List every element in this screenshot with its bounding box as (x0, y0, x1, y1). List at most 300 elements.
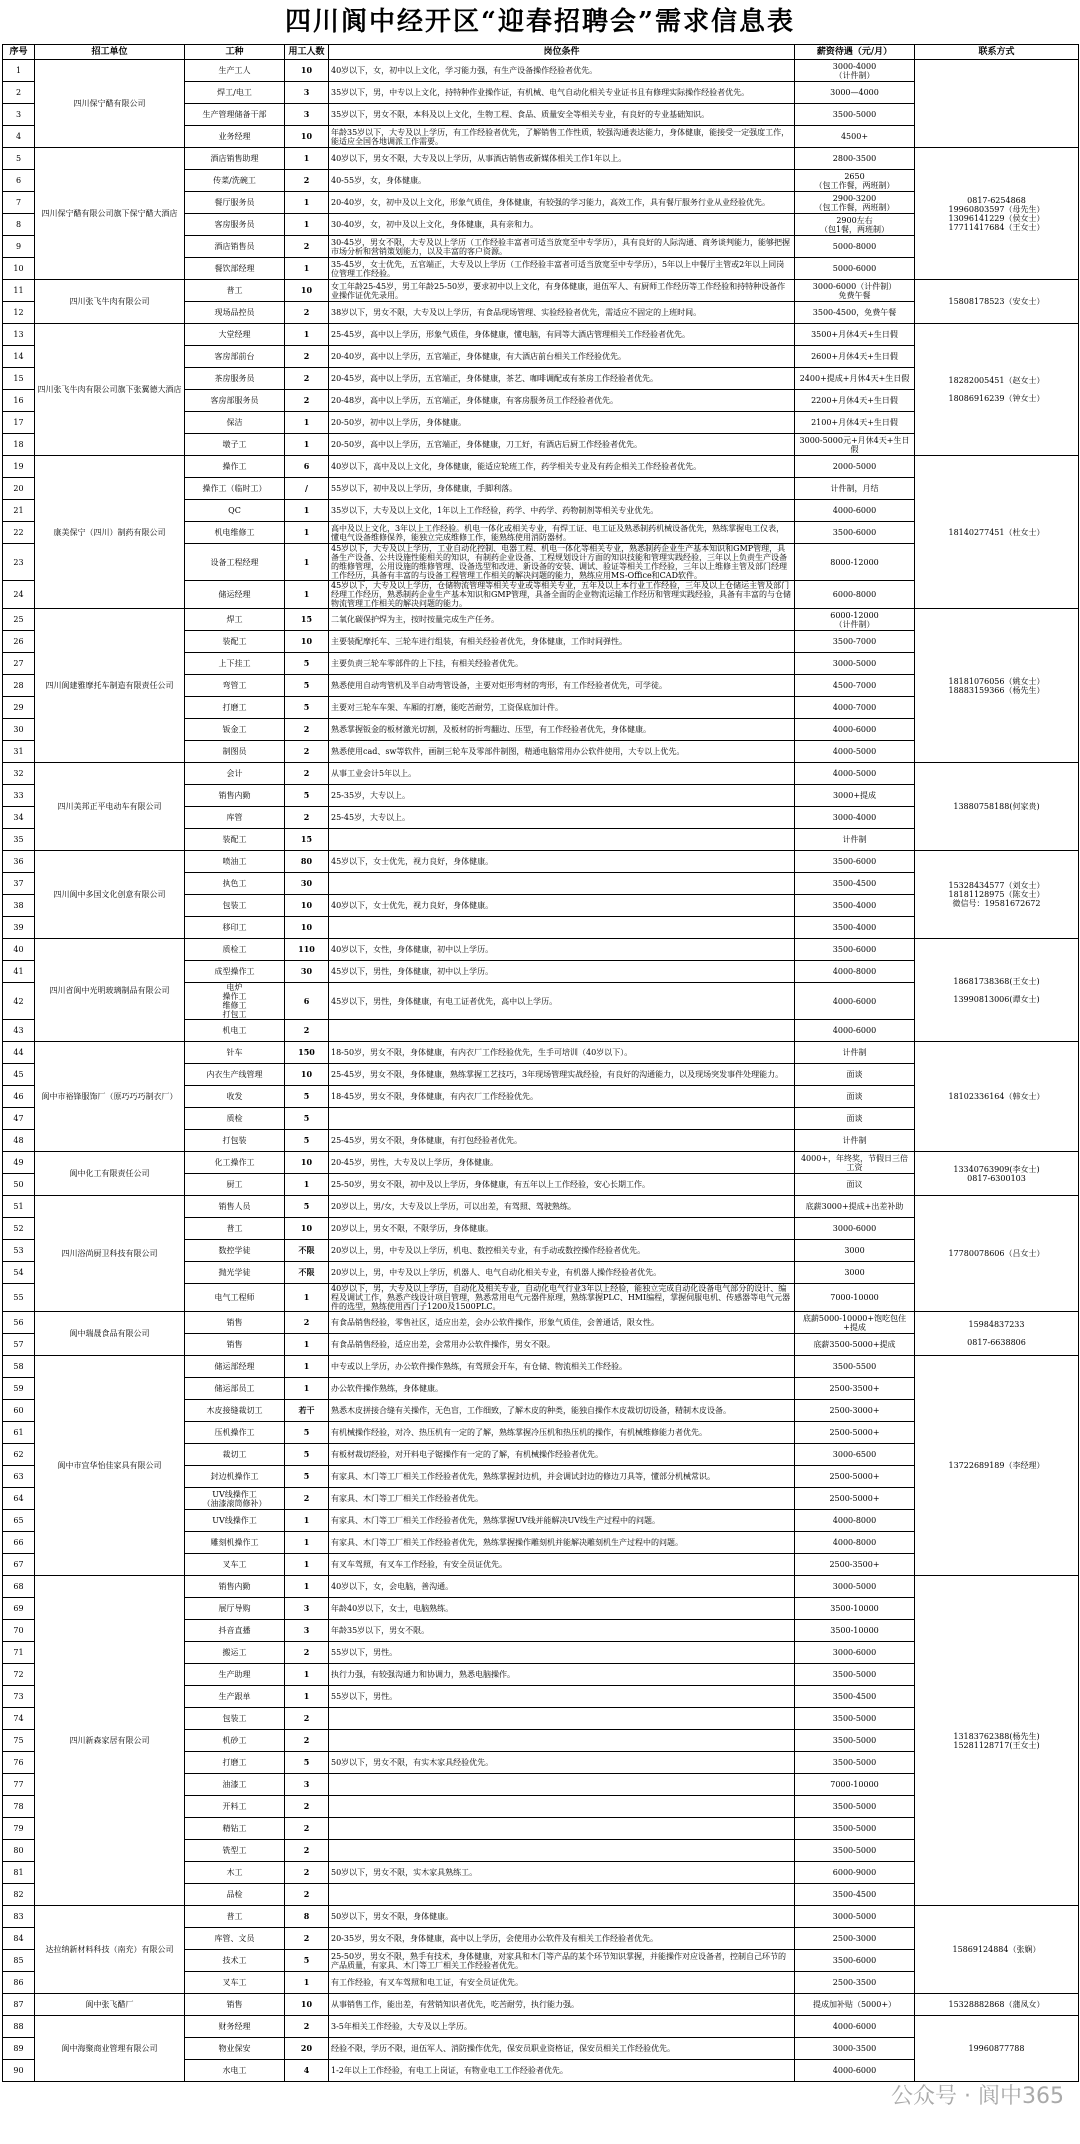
salary-cell: 3500-5000 (795, 1730, 915, 1752)
job-title-cell: 酒店销售员 (185, 236, 285, 258)
requirements-cell (329, 1774, 795, 1796)
row-number-cell: 51 (3, 1196, 35, 1218)
row-number-cell: 47 (3, 1108, 35, 1130)
row-number-cell: 66 (3, 1532, 35, 1554)
headcount-cell: 2 (285, 1708, 329, 1730)
row-number-cell: 25 (3, 609, 35, 631)
headcount-cell: 3 (285, 1620, 329, 1642)
company-name-cell: 四川阆中多国文化创意有限公司 (35, 851, 185, 939)
requirements-cell: 20-40岁，高中以上学历，五官端正，身体健康，有大酒店前台相关工作经验优先。 (329, 346, 795, 368)
contact-cell: 13183762388(杨先生) 15281128717(王女士) (915, 1576, 1079, 1906)
salary-cell: 2400+提成+月休4天+生日假 (795, 368, 915, 390)
requirements-cell: 20-48岁，高中以上学历，五官端正，身体健康，有客房服务员工作经验者优先。 (329, 390, 795, 412)
row-number-cell: 32 (3, 763, 35, 785)
requirements-cell: 25-45岁，男女不限，身体健康，熟练掌握工艺技巧，3年现场管理实战经验，有良好的沟通能力，以及现场突发事件处理能力。 (329, 1064, 795, 1086)
requirements-cell: 20岁以上，男/女，大专及以上学历，可以出差，有驾照、驾驶熟练。 (329, 1196, 795, 1218)
requirements-cell: 20-50岁，高中以上学历，五官端正，身体健康，刀工好，有酒店后厨工作经验者优先。 (329, 434, 795, 456)
job-title-cell: 焊工 (185, 609, 285, 631)
salary-cell: 面谈 (795, 1108, 915, 1130)
company-name-cell: 四川张飞牛肉有限公司旗下张翼德大酒店 (35, 324, 185, 456)
requirements-cell: 25-50岁，男女不限，熟手有技术，身体健康，对家具和木门等产品的某个环节知识掌握，并能操作对应设备者，控制自己环节的产品质量，有家具、木门等工厂相关工作经验者优先。 (329, 1950, 795, 1972)
table-row (3, 609, 1079, 631)
requirements-cell (329, 1796, 795, 1818)
contact-cell: 13340763909(李女士) 0817-6300103 (915, 1152, 1079, 1196)
headcount-cell: 2 (285, 1730, 329, 1752)
headcount-cell: 2 (285, 390, 329, 412)
salary-cell: 4000-7000 (795, 697, 915, 719)
job-title-cell: 销售内勤 (185, 785, 285, 807)
requirements-cell: 有家具、木门等工厂相关工作经验者优先，熟练掌握操作雕刻机并能解决雕刻机生产过程中的问题。 (329, 1532, 795, 1554)
salary-cell: 2500-3000+ (795, 1400, 915, 1422)
requirements-cell: 35岁以下，男，中专以上文化，持特种作业操作证，有机械、电气自动化相关专业证书且有修理实际操作经验者优先。 (329, 82, 795, 104)
salary-cell: 2900左右 （包1餐，两班制） (795, 214, 915, 236)
table-row (3, 1906, 1079, 1928)
contact-cell: 15984837233 0817-6638806 (915, 1312, 1079, 1356)
table-row (3, 1994, 1079, 2016)
requirements-cell: 40岁以下，女士优先，视力良好，身体健康。 (329, 895, 795, 917)
job-title-cell: 移印工 (185, 917, 285, 939)
company-name-cell: 四川阆建雅摩托车制造有限责任公司 (35, 609, 185, 763)
headcount-cell: 5 (285, 1108, 329, 1130)
job-title-cell: 质检工 (185, 939, 285, 961)
row-number-cell: 17 (3, 412, 35, 434)
row-number-cell: 82 (3, 1884, 35, 1906)
requirements-cell: 20-45岁，高中以上学历，五官端正，身体健康，茶艺、咖啡调配或有茶房工作经验者优先。 (329, 368, 795, 390)
headcount-cell: 1 (285, 214, 329, 236)
requirements-cell (329, 1020, 795, 1042)
row-number-cell: 35 (3, 829, 35, 851)
row-number-cell: 63 (3, 1466, 35, 1488)
salary-cell: 2600+月休4天+生日假 (795, 346, 915, 368)
row-number-cell: 37 (3, 873, 35, 895)
headcount-cell: 2 (285, 741, 329, 763)
row-number-cell: 67 (3, 1554, 35, 1576)
job-title-cell: 收发 (185, 1086, 285, 1108)
salary-cell: 7000-10000 (795, 1284, 915, 1312)
job-title-cell: 保洁 (185, 412, 285, 434)
salary-cell: 2500-3500+ (795, 1378, 915, 1400)
salary-cell: 3500-5000 (795, 1818, 915, 1840)
contact-cell: 15328434577（刘女士） 18181128975（陈女士） 微信号：19581672672 (915, 851, 1079, 939)
salary-cell: 3500-5000 (795, 104, 915, 126)
job-title-cell: 喷油工 (185, 851, 285, 873)
job-title-cell: 客房部服务员 (185, 390, 285, 412)
job-title-cell: 质检 (185, 1108, 285, 1130)
requirements-cell: 二氧化碳保护焊为主，按时按量完成生产任务。 (329, 609, 795, 631)
row-number-cell: 44 (3, 1042, 35, 1064)
job-title-cell: 水电工 (185, 2060, 285, 2082)
row-number-cell: 53 (3, 1240, 35, 1262)
salary-cell: 7000-10000 (795, 1774, 915, 1796)
headcount-cell: 15 (285, 829, 329, 851)
requirements-cell: 55岁以下，男性。 (329, 1642, 795, 1664)
row-number-cell: 61 (3, 1422, 35, 1444)
requirements-cell: 30-40岁，女，初中及以上文化，身体健康，具有亲和力。 (329, 214, 795, 236)
salary-cell: 3500-5500 (795, 1356, 915, 1378)
requirements-cell: 年龄35岁以下，男女不限。 (329, 1620, 795, 1642)
headcount-cell: 10 (285, 895, 329, 917)
row-number-cell: 34 (3, 807, 35, 829)
requirements-cell: 主要负责三轮车零部件的上下挂，有相关经验者优先。 (329, 653, 795, 675)
headcount-cell: 30 (285, 961, 329, 983)
job-title-cell: 搬运工 (185, 1642, 285, 1664)
table-row (3, 1312, 1079, 1334)
headcount-cell: 2 (285, 1312, 329, 1334)
row-number-cell: 85 (3, 1950, 35, 1972)
salary-cell: 2100+月休4天+生日假 (795, 412, 915, 434)
job-title-cell: 厨工 (185, 1174, 285, 1196)
headcount-cell: 若干 (285, 1400, 329, 1422)
headcount-cell: 1 (285, 1284, 329, 1312)
headcount-cell: 10 (285, 1218, 329, 1240)
requirements-cell: 45岁以下，男性，身体健康，有电工证者优先，高中以上学历。 (329, 983, 795, 1020)
salary-cell: 3500-6000 (795, 851, 915, 873)
requirements-cell (329, 829, 795, 851)
salary-cell: 4000-6000 (795, 1020, 915, 1042)
headcount-cell: 5 (285, 675, 329, 697)
job-title-cell: 技术工 (185, 1950, 285, 1972)
row-number-cell: 11 (3, 280, 35, 302)
headcount-cell: 2 (285, 2016, 329, 2038)
requirements-cell: 20岁以上，男，中专及以上学历，机电、数控相关专业，有手动或数控操作经验者优先。 (329, 1240, 795, 1262)
row-number-cell: 81 (3, 1862, 35, 1884)
salary-cell: 3500-4500 (795, 873, 915, 895)
headcount-cell: 5 (285, 1196, 329, 1218)
job-title-cell: 抛光学徒 (185, 1262, 285, 1284)
job-title-cell: 电炉 操作工 维修工 打包工 (185, 983, 285, 1020)
job-title-cell: 品检 (185, 1884, 285, 1906)
requirements-cell: 40岁以下，女性，身体健康，初中以上学历。 (329, 939, 795, 961)
row-number-cell: 16 (3, 390, 35, 412)
requirements-cell: 年龄35岁以下，大专及以上学历，有工作经验者优先，了解销售工作性质，较强沟通表达能力，身体健康，能接受一定强度工作，能适应全国各地调派工作需要。 (329, 126, 795, 148)
requirements-cell: 熟悉掌握钣金的板材激光切割，及板材的折弯翻边、压型，有工作经验者优先，身体健康。 (329, 719, 795, 741)
headcount-cell: 80 (285, 851, 329, 873)
job-title-cell: 展厅导购 (185, 1598, 285, 1620)
requirements-cell: 主要对三轮车车架、车厢的打磨，能吃苦耐劳，工资保底加计件。 (329, 697, 795, 719)
headcount-cell: 2 (285, 1488, 329, 1510)
job-title-cell: 包装工 (185, 1708, 285, 1730)
job-title-cell: 制图员 (185, 741, 285, 763)
salary-cell: 4000-5000 (795, 763, 915, 785)
requirements-cell: 20-35岁，男女不限，身体健康，高中以上学历，会使用办公软件及有相关工作经验者优先。 (329, 1928, 795, 1950)
page-title: 四川阆中经开区“迎春招聘会”需求信息表 (285, 7, 795, 37)
job-title-cell: 餐厅服务员 (185, 192, 285, 214)
job-title-cell: 木皮接缝裁切工 (185, 1400, 285, 1422)
salary-cell: 3500+月休4天+生日假 (795, 324, 915, 346)
row-number-cell: 29 (3, 697, 35, 719)
salary-cell: 4000+，年终奖，节假日三倍工资 (795, 1152, 915, 1174)
headcount-cell: 1 (285, 1378, 329, 1400)
headcount-cell: 5 (285, 1752, 329, 1774)
row-number-cell: 31 (3, 741, 35, 763)
row-number-cell: 18 (3, 434, 35, 456)
requirements-cell (329, 1818, 795, 1840)
job-title-cell: 装配工 (185, 631, 285, 653)
headcount-cell: 1 (285, 1576, 329, 1598)
table-row (3, 851, 1079, 873)
salary-cell: 6000-9000 (795, 1862, 915, 1884)
salary-cell: 3500-5000 (795, 1664, 915, 1686)
row-number-cell: 26 (3, 631, 35, 653)
requirements-cell: 40岁以下，女，会电脑，善沟通。 (329, 1576, 795, 1598)
requirements-cell: 50岁以下，男女不限，身体健康。 (329, 1906, 795, 1928)
job-title-cell: 生产管理储备干部 (185, 104, 285, 126)
job-title-cell: 酒店销售助理 (185, 148, 285, 170)
headcount-cell: 1 (285, 1334, 329, 1356)
headcount-cell: 1 (285, 148, 329, 170)
salary-cell: 3000-5000 (795, 653, 915, 675)
row-number-cell: 58 (3, 1356, 35, 1378)
salary-cell: 2500-5000+ (795, 1422, 915, 1444)
headcount-cell: 20 (285, 2038, 329, 2060)
headcount-cell: 1 (285, 1972, 329, 1994)
requirements-cell: 熟悉使用cad、sw等软件，画制三轮车及零部件制图，精通电脑常用办公软件使用，大专以上优先。 (329, 741, 795, 763)
requirements-cell: 高中及以上文化，3年以上工作经验。机电一体化或相关专业，有焊工证、电工证及熟悉制药机械设备优先，熟练掌握电工仪表，懂电气设备维修保养，能独立完成维修工作，能熟练使用消防器材。 (329, 522, 795, 544)
headcount-cell: 1 (285, 258, 329, 280)
row-number-cell: 71 (3, 1642, 35, 1664)
job-title-cell: 库管、文员 (185, 1928, 285, 1950)
requirements-cell: 3-5年相关工作经验，大专及以上学历。 (329, 2016, 795, 2038)
headcount-cell: 4 (285, 2060, 329, 2082)
headcount-cell: 10 (285, 60, 329, 82)
salary-cell: 底薪3000+提成+出差补助 (795, 1196, 915, 1218)
row-number-cell: 76 (3, 1752, 35, 1774)
requirements-cell: 经验不限，学历不限，退伍军人、消防操作优先，保安员职业资格证，保安员相关工作经验优先。 (329, 2038, 795, 2060)
job-title-cell: 焊工/电工 (185, 82, 285, 104)
job-title-cell: 餐饮部经理 (185, 258, 285, 280)
headcount-cell: 1 (285, 1664, 329, 1686)
row-number-cell: 60 (3, 1400, 35, 1422)
job-title-cell: 木工 (185, 1862, 285, 1884)
row-number-cell: 78 (3, 1796, 35, 1818)
job-title-cell: 业务经理 (185, 126, 285, 148)
salary-cell: 4000-8000 (795, 1510, 915, 1532)
job-title-cell: 销售 (185, 1994, 285, 2016)
job-title-cell: 精钻工 (185, 1818, 285, 1840)
company-name-cell: 阆中海聚商业管理有限公司 (35, 2016, 185, 2082)
row-number-cell: 5 (3, 148, 35, 170)
job-title-cell: 雕刻机操作工 (185, 1532, 285, 1554)
job-title-cell: 库管 (185, 807, 285, 829)
requirements-cell (329, 1108, 795, 1130)
job-title-cell: 会计 (185, 763, 285, 785)
salary-cell: 4500+ (795, 126, 915, 148)
salary-cell: 计件制，月结 (795, 478, 915, 500)
salary-cell: 3000 (795, 1262, 915, 1284)
requirements-cell: 执行力强，有较强沟通力和协调力，熟悉电脑操作。 (329, 1664, 795, 1686)
headcount-cell: 2 (285, 719, 329, 741)
company-name-cell: 康美保宁（四川）制药有限公司 (35, 456, 185, 609)
salary-cell: 3500-5000 (795, 1840, 915, 1862)
company-name-cell: 四川保宁醋有限公司旗下保宁醋大酒店 (35, 148, 185, 280)
headcount-cell: 2 (285, 1642, 329, 1664)
job-title-cell: 打磨工 (185, 697, 285, 719)
requirements-cell: 40岁以下，男女不限，大专及以上学历，从事酒店销售或新媒体相关工作1年以上。 (329, 148, 795, 170)
requirements-cell: 50岁以下，男女不限，有实木家具经验优先。 (329, 1752, 795, 1774)
salary-cell: 6000-8000 (795, 581, 915, 609)
salary-cell: 3500-5000 (795, 1796, 915, 1818)
salary-cell: 4000-5000 (795, 741, 915, 763)
requirements-cell: 年龄40岁以下，女士，电脑熟练。 (329, 1598, 795, 1620)
job-title-cell: 生产助理 (185, 1664, 285, 1686)
contact-cell: 13722689189（李经理） (915, 1356, 1079, 1576)
salary-cell: 3500-5000 (795, 1708, 915, 1730)
job-title-cell: 抖音直播 (185, 1620, 285, 1642)
row-number-cell: 24 (3, 581, 35, 609)
job-title-cell: 数控学徒 (185, 1240, 285, 1262)
requirements-cell (329, 1884, 795, 1906)
job-title-cell: 生产工人 (185, 60, 285, 82)
headcount-cell: 5 (285, 1086, 329, 1108)
row-number-cell: 23 (3, 544, 35, 581)
headcount-cell: 3 (285, 1774, 329, 1796)
contact-cell: 15869124884（张娴） (915, 1906, 1079, 1994)
requirements-cell: 40岁以下，高中及以上文化，身体健康，能适应轮班工作，药学相关专业及有药企相关工作经验者优先。 (329, 456, 795, 478)
salary-cell: 3000-6000（计件制） 免费午餐 (795, 280, 915, 302)
requirements-cell: 35岁以下，男女不限，本科及以上文化，生物工程、食品、质量安全等相关专业，有良好的专业基础知识。 (329, 104, 795, 126)
headcount-cell: 6 (285, 456, 329, 478)
row-number-cell: 33 (3, 785, 35, 807)
row-number-cell: 19 (3, 456, 35, 478)
headcount-cell: 5 (285, 653, 329, 675)
requirements-cell: 25-45岁，男女不限，身体健康，有打包经验者优先。 (329, 1130, 795, 1152)
job-title-cell: 机电维修工 (185, 522, 285, 544)
job-title-cell: 传菜/洗碗工 (185, 170, 285, 192)
job-title-cell: 设备工程经理 (185, 544, 285, 581)
table-row (3, 939, 1079, 961)
headcount-cell: 2 (285, 302, 329, 324)
job-title-cell: 钣金工 (185, 719, 285, 741)
job-title-cell: 生产跟单 (185, 1686, 285, 1708)
requirements-cell: 55岁以下，初中及以上学历，身体健康，手脚利落。 (329, 478, 795, 500)
requirements-cell: 有家具、木门等工厂相关工作经验者优先，熟练掌握封边机，并会调试封边的修边刀具等，懂部分机械常识。 (329, 1466, 795, 1488)
salary-cell: 3500-4000 (795, 917, 915, 939)
salary-cell: 计件制 (795, 1130, 915, 1152)
requirements-cell: 熟悉使用自动弯管机及半自动弯管设备，主要对炬形弯材的弯形，有工作经验者优先，可学徒。 (329, 675, 795, 697)
job-title-cell: 机砂工 (185, 1730, 285, 1752)
job-title-cell: 储运部员工 (185, 1378, 285, 1400)
job-title-cell: 电气工程师 (185, 1284, 285, 1312)
contact-cell: 15808178523（安女士） (915, 280, 1079, 324)
table-row (3, 763, 1079, 785)
row-number-cell: 68 (3, 1576, 35, 1598)
watermark: 公众号 · 阆中365 (891, 2084, 1064, 2109)
job-title-cell: 叉车工 (185, 1972, 285, 1994)
salary-cell: 3500-10000 (795, 1620, 915, 1642)
row-number-cell: 62 (3, 1444, 35, 1466)
salary-cell: 3500-6000 (795, 1950, 915, 1972)
headcount-cell: 2 (285, 346, 329, 368)
job-title-cell: 包装工 (185, 895, 285, 917)
headcount-cell: 3 (285, 1598, 329, 1620)
table-row (3, 1152, 1079, 1174)
contact-cell: 18282005451（赵女士） 18086916239（钟女士） (915, 324, 1079, 456)
salary-cell: 4000-8000 (795, 1532, 915, 1554)
requirements-cell: 有叉车驾照，有叉车工作经验，有安全员证优先。 (329, 1554, 795, 1576)
row-number-cell: 87 (3, 1994, 35, 2016)
job-title-cell: 铣型工 (185, 1840, 285, 1862)
company-name-cell: 四川新森家居有限公司 (35, 1576, 185, 1906)
table-row (3, 1356, 1079, 1378)
job-title-cell: 开料工 (185, 1796, 285, 1818)
salary-cell: 3000-5000 (795, 1906, 915, 1928)
headcount-cell: 不限 (285, 1240, 329, 1262)
salary-cell: 2000-5000 (795, 456, 915, 478)
headcount-cell: 5 (285, 1422, 329, 1444)
row-number-cell: 75 (3, 1730, 35, 1752)
headcount-cell: 5 (285, 785, 329, 807)
salary-cell: 3000-5000元+月休4天+生日假 (795, 434, 915, 456)
headcount-cell: 2 (285, 170, 329, 192)
row-number-cell: 55 (3, 1284, 35, 1312)
salary-cell: 4000-8000 (795, 961, 915, 983)
row-number-cell: 64 (3, 1488, 35, 1510)
row-number-cell: 88 (3, 2016, 35, 2038)
salary-cell: 5000-8000 (795, 236, 915, 258)
headcount-cell: 3 (285, 104, 329, 126)
headcount-cell: 2 (285, 368, 329, 390)
headcount-cell: 1 (285, 500, 329, 522)
row-number-cell: 80 (3, 1840, 35, 1862)
job-title-cell: 打磨工 (185, 1752, 285, 1774)
job-title-cell: 压机操作工 (185, 1422, 285, 1444)
row-number-cell: 43 (3, 1020, 35, 1042)
requirements-cell: 18-45岁，男女不限，身体健康，有内衣厂工作经验优先。 (329, 1086, 795, 1108)
requirements-cell (329, 873, 795, 895)
salary-cell: 3000-6000 (795, 1218, 915, 1240)
contact-cell: 15328882868（蒲凤女） (915, 1994, 1079, 2016)
table-header-row (3, 45, 1079, 60)
headcount-cell: 1 (285, 544, 329, 581)
row-number-cell: 74 (3, 1708, 35, 1730)
salary-cell: 3500-6000 (795, 939, 915, 961)
table-row (3, 1042, 1079, 1064)
requirements-cell: 从事销售工作，能出差，有营销知识者优先，吃苦耐劳，执行能力强。 (329, 1994, 795, 2016)
headcount-cell: 15 (285, 609, 329, 631)
requirements-cell: 45岁以下，男性，身体健康，初中以上学历。 (329, 961, 795, 983)
contact-cell: 17780078606（吕女士） (915, 1196, 1079, 1312)
table-row (3, 60, 1079, 82)
job-title-cell: 普工 (185, 280, 285, 302)
row-number-cell: 21 (3, 500, 35, 522)
row-number-cell: 9 (3, 236, 35, 258)
requirements-cell: 45岁以下，大专及以上学历，仓储物流管理等相关专业或等相关专业，五年及以上本行业工作经验，三年及以上仓储运主管及部门经理工作经历，熟悉制药企业生产基本知识和GMP管理，具备全面的企业物流运输工作经历和管理实践经验，具备有丰富的与仓储物流管理工作相关的解决问题的能力。 (329, 581, 795, 609)
requirements-cell: 20岁以上，男女不限，不限学历，身体健康。 (329, 1218, 795, 1240)
row-number-cell: 73 (3, 1686, 35, 1708)
salary-cell: 3000+提成 (795, 785, 915, 807)
job-title-cell: 执色工 (185, 873, 285, 895)
headcount-cell: 10 (285, 1994, 329, 2016)
row-number-cell: 65 (3, 1510, 35, 1532)
requirements-cell: 有板材裁切经验，对开料电子锯操作有一定的了解，有机械操作经验者优先。 (329, 1444, 795, 1466)
salary-cell: 3000-5000 (795, 1576, 915, 1598)
row-number-cell: 27 (3, 653, 35, 675)
row-number-cell: 70 (3, 1620, 35, 1642)
salary-cell: 面谈 (795, 1086, 915, 1108)
row-number-cell: 14 (3, 346, 35, 368)
contact-cell: 18102336164（韩女士） (915, 1042, 1079, 1152)
table-row (3, 324, 1079, 346)
requirements-cell: 30-45岁，男女不限，大专及以上学历（工作经验丰富者可适当放宽至中专学历），具有良好的人际沟通、商务谈判能力，能够把握市场分析和营销策划能力，以及丰富的客户资源。 (329, 236, 795, 258)
salary-cell: 4000-6000 (795, 2016, 915, 2038)
job-title-cell: 普工 (185, 1218, 285, 1240)
row-number-cell: 56 (3, 1312, 35, 1334)
salary-cell: 2500-3000 (795, 1928, 915, 1950)
row-number-cell: 72 (3, 1664, 35, 1686)
headcount-cell: 2 (285, 1884, 329, 1906)
headcount-cell: 30 (285, 873, 329, 895)
header-cell: 薪资待遇（元/月） (795, 45, 915, 60)
